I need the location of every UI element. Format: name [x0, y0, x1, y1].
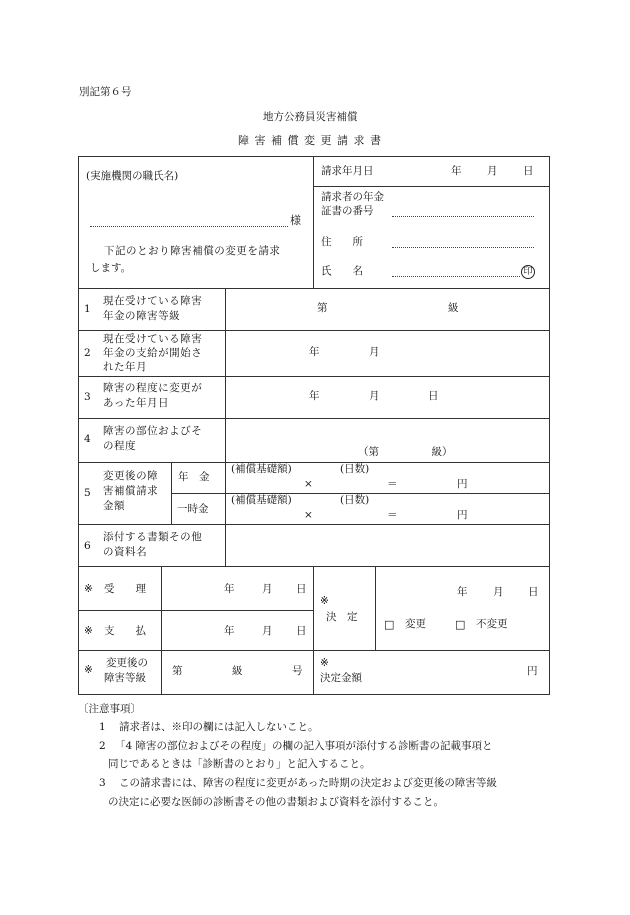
form-title: 障害補償変更請求書	[238, 134, 387, 147]
note-3-line-1: この請求書には、障害の程度に変更があった時期の決定および変更後の障害等級	[119, 777, 497, 789]
name-field[interactable]	[392, 276, 520, 277]
grade-mark: ※	[84, 664, 93, 676]
row-5-lump-times: ×	[304, 509, 313, 521]
row-6-number: 6	[84, 540, 91, 552]
row-1-kyu: 級	[448, 302, 459, 314]
pension-number-field[interactable]	[392, 216, 534, 217]
row-6-label-line-1: 添付する書類その他	[103, 531, 203, 543]
change-label: 変更	[405, 618, 426, 630]
row-5-pension-equals: ＝	[387, 478, 398, 490]
row-4-label-line-1: 障害の部位およびそ	[103, 425, 203, 437]
agency-name: 地方公務員災害補償	[263, 111, 358, 123]
changed-grade-dai: 第	[172, 665, 183, 677]
no-change-label: 不変更	[476, 618, 508, 630]
receipt-year: 年	[224, 583, 235, 595]
payment-mark: ※	[84, 625, 93, 637]
request-line-2: します。	[90, 262, 132, 274]
payment-day: 日	[296, 625, 307, 637]
pension-number-label-2: 証書の番号	[321, 205, 374, 217]
note-2-line-1: 「4 障害の部位およびその程度」の欄の記入事項が添付する診断書の記載事項と	[115, 740, 493, 752]
row-5-pension-base: (補償基礎額)	[231, 463, 292, 475]
changed-grade-kyu: 級	[232, 665, 243, 677]
receipt-day: 日	[296, 583, 307, 595]
request-line-1: 下記のとおり障害補償の変更を請求	[104, 245, 281, 257]
decision-label: 決 定	[326, 611, 358, 623]
no-change-checkbox[interactable]: □	[455, 618, 466, 631]
decision-day: 日	[528, 586, 539, 598]
row-3-number: 3	[84, 391, 91, 403]
row-5-number: 5	[84, 487, 91, 499]
row-3-label-line-2: あった年月日	[103, 397, 170, 409]
row-6-label-line-2: の資料名	[103, 546, 148, 558]
row-2-label-line-1: 現在受けている障害	[103, 333, 203, 345]
row-3-day: 日	[428, 390, 439, 402]
request-date-day: 日	[523, 165, 534, 177]
row-5-lump-label: 一時金	[177, 503, 209, 515]
request-date-year: 年	[451, 165, 462, 177]
institution-name-field[interactable]	[90, 226, 288, 227]
row-2-label-line-3: れた年月	[103, 361, 148, 373]
row-5-lump-base: (補償基礎額)	[231, 494, 292, 506]
receipt-label: 受 理	[104, 583, 146, 595]
changed-grade-label-2: 障害等級	[104, 672, 146, 684]
row-4-label-line-2: の程度	[103, 440, 137, 452]
receipt-month: 月	[262, 583, 273, 595]
request-date-label: 請求年月日	[321, 165, 374, 177]
row-5-pension-days: (日数)	[340, 463, 370, 475]
row-2-year: 年	[309, 346, 320, 358]
row-3-month: 月	[369, 390, 380, 402]
decided-amount-label: 決定金額	[320, 672, 362, 684]
row-5-label-line-1: 変更後の障	[103, 470, 159, 482]
decided-amount-yen: 円	[527, 665, 538, 677]
decision-mark: ※	[320, 595, 329, 607]
row-2-label-line-2: 年金の支給が開始さ	[103, 347, 203, 359]
form-number: 別記第６号	[79, 86, 132, 98]
row-5-pension-label: 年 金	[178, 471, 210, 483]
request-date-month: 月	[487, 165, 498, 177]
row-5-label-line-2: 害補償請求	[103, 485, 159, 497]
name-label: 氏 名	[321, 265, 363, 277]
row-5-label-line-3: 金額	[103, 500, 126, 512]
row-5-pension-yen: 円	[457, 478, 468, 490]
row-1-number: 1	[84, 303, 91, 315]
changed-grade-label-1: 変更後の	[106, 657, 148, 669]
changed-grade-go: 号	[292, 665, 303, 677]
row-5-lump-yen: 円	[457, 509, 468, 521]
row-1-label-line-2: 年金の障害等級	[103, 310, 181, 322]
row-2-month: 月	[369, 346, 380, 358]
row-4-grade: （第 級）	[358, 446, 453, 458]
sama-suffix: 様	[290, 214, 301, 227]
payment-month: 月	[262, 625, 273, 637]
decision-month: 月	[493, 586, 504, 598]
row-5-lump-equals: ＝	[387, 509, 398, 521]
note-3-number: 3	[99, 777, 106, 789]
row-4-number: 4	[84, 433, 91, 445]
seal-mark: 印	[521, 265, 535, 279]
address-label: 住 所	[321, 236, 363, 248]
row-3-label-line-1: 障害の程度に変更が	[103, 382, 203, 394]
note-1-number: 1	[99, 721, 106, 733]
note-3-line-2: の決定に必要な医師の診断書その他の書類および資料を添付すること。	[108, 796, 444, 808]
row-2-number: 2	[84, 347, 91, 359]
decision-year: 年	[457, 586, 468, 598]
row-5-lump-days: (日数)	[340, 494, 370, 506]
institution-label: (実施機関の職氏名)	[86, 170, 179, 182]
receipt-mark: ※	[84, 583, 93, 595]
address-field[interactable]	[392, 247, 534, 248]
row-1-label-line-1: 現在受けている障害	[103, 295, 203, 307]
amount-mark: ※	[320, 657, 329, 669]
note-1-line-1: 請求者は、※印の欄には記入しないこと。	[119, 721, 319, 733]
note-2-number: 2	[99, 740, 106, 752]
change-checkbox[interactable]: □	[384, 618, 395, 631]
notes-heading: 〔注意事項〕	[78, 703, 141, 715]
note-2-line-2: 同じであるときは「診断書のとおり」と記入すること。	[108, 758, 371, 770]
pension-number-label-1: 請求者の年金	[321, 191, 384, 203]
payment-label: 支 払	[104, 625, 146, 637]
row-1-dai: 第	[317, 302, 328, 314]
row-3-year: 年	[309, 390, 320, 402]
payment-year: 年	[224, 625, 235, 637]
row-5-pension-times: ×	[304, 478, 313, 490]
